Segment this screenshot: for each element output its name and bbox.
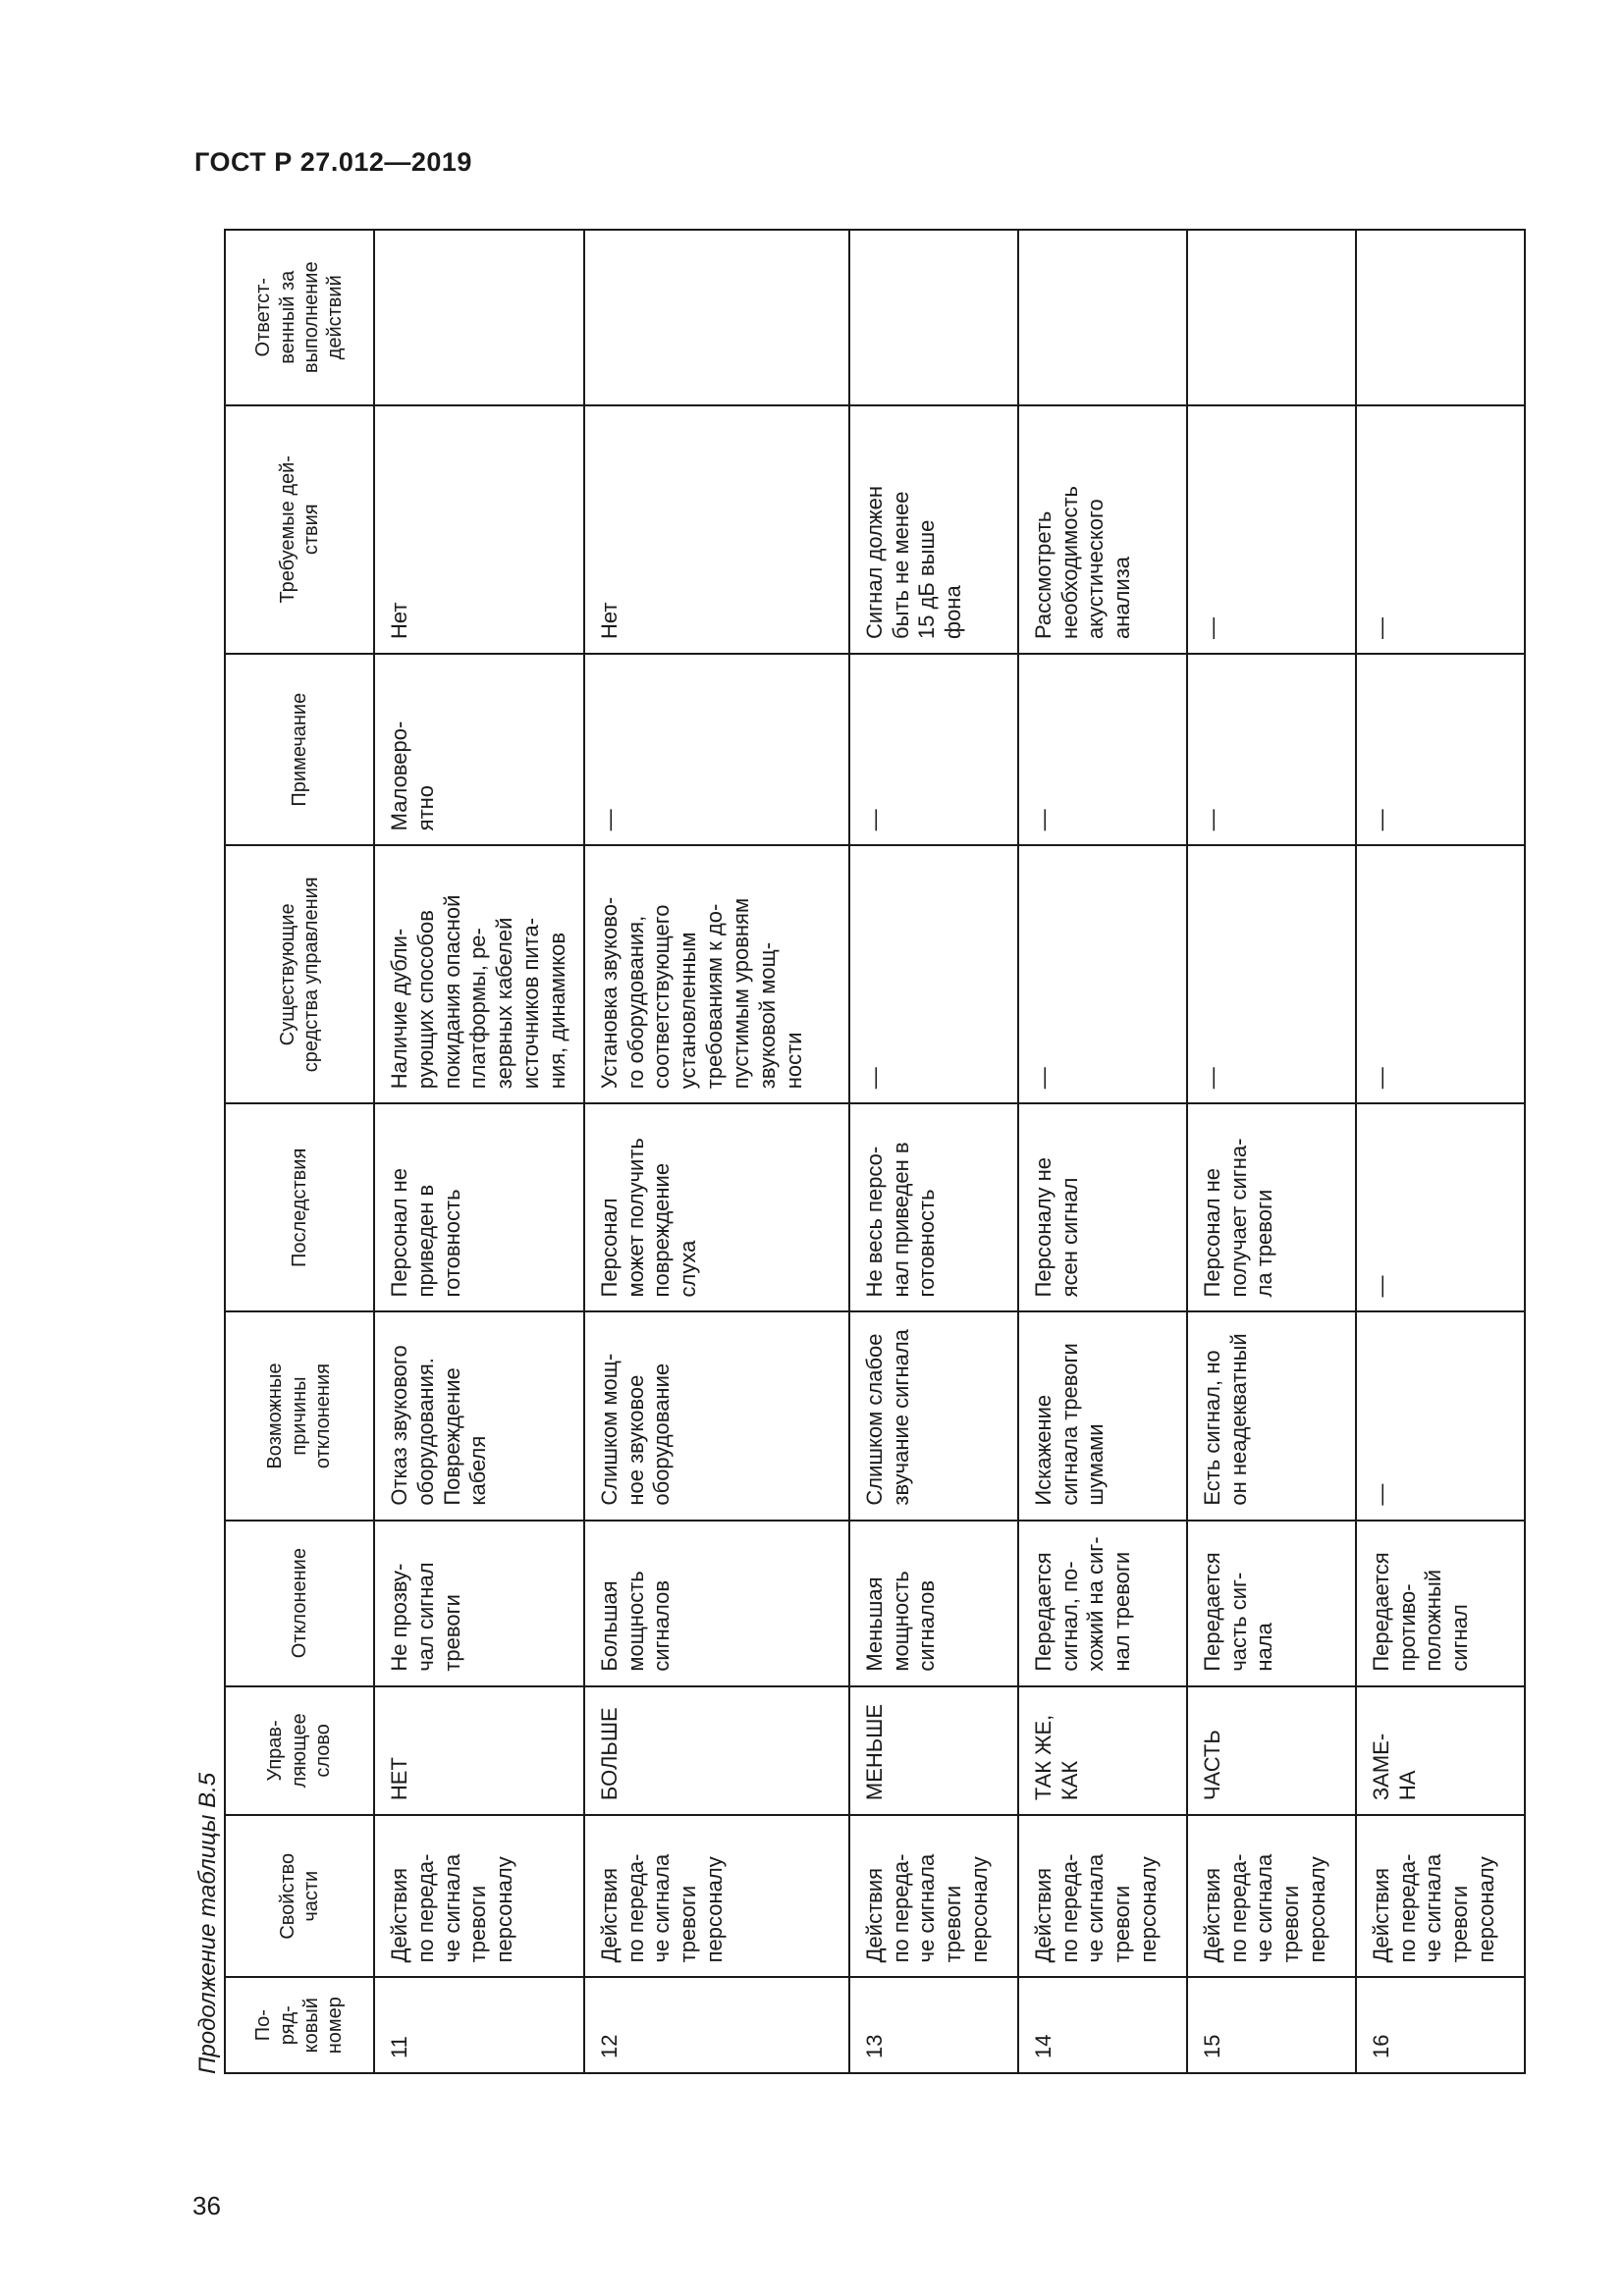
possible-causes-cell: Слишком слабое звучание сигнала xyxy=(849,1311,1018,1520)
required-actions-cell: Рассмотреть необходимость акустического анализа xyxy=(1018,405,1187,655)
deviation-cell: Меньшая мощность сигналов xyxy=(849,1521,1018,1686)
part-property-cell: Действия по переда- че сигнала тревоги персоналу xyxy=(1018,1815,1187,1977)
table-row xyxy=(1187,230,1356,2073)
possible-causes-cell: Есть сигнал, но он неадекватный xyxy=(1187,1311,1356,1520)
deviation-cell: Передается противо- положный сигнал xyxy=(1356,1521,1525,1686)
required-actions-cell: — xyxy=(1187,405,1356,655)
table-row xyxy=(584,230,849,2073)
existing-controls-cell: Установка звуково- го оборудования, соответствующего установленным требованиям к до- пустимым уровням звуковой мощ- ности xyxy=(584,845,849,1103)
part-property-cell: Действия по переда- че сигнала тревоги персоналу xyxy=(374,1815,584,1977)
guide-word-cell: ЧАСТЬ xyxy=(1187,1686,1356,1815)
note-cell: — xyxy=(1018,654,1187,845)
responsible-party-cell xyxy=(1018,230,1187,405)
row-number-cell: 16 xyxy=(1356,1977,1525,2073)
part-property-cell: Действия по переда- че сигнала тревоги персоналу xyxy=(1187,1815,1356,1977)
note-cell: Маловеро- ятно xyxy=(374,654,584,845)
column-header: Возможные причины отклонения xyxy=(225,1311,374,1520)
column-header: Требуемые дей- ствия xyxy=(225,405,374,655)
existing-controls-cell: — xyxy=(1356,845,1525,1103)
part-property-cell: Действия по переда- че сигнала тревоги персоналу xyxy=(584,1815,849,1977)
possible-causes-cell: Искажение сигнала тревоги шумами xyxy=(1018,1311,1187,1520)
existing-controls-cell: — xyxy=(1018,845,1187,1103)
row-number-cell: 11 xyxy=(374,1977,584,2073)
row-number-cell: 13 xyxy=(849,1977,1018,2073)
column-header: Управ- ляющее слово xyxy=(225,1686,374,1815)
responsible-party-cell xyxy=(584,230,849,405)
required-actions-cell: Сигнал должен быть не менее 15 дБ выше фона xyxy=(849,405,1018,655)
consequences-cell: Персонал не получает сигна- ла тревоги xyxy=(1187,1103,1356,1311)
row-number-cell: 14 xyxy=(1018,1977,1187,2073)
existing-controls-cell: — xyxy=(1187,845,1356,1103)
responsible-party-cell xyxy=(374,230,584,405)
note-cell: — xyxy=(1187,654,1356,845)
existing-controls-cell: — xyxy=(849,845,1018,1103)
row-number-cell: 15 xyxy=(1187,1977,1356,2073)
deviation-cell: Передается часть сиг- нала xyxy=(1187,1521,1356,1686)
note-cell: — xyxy=(584,654,849,845)
guide-word-cell: НЕТ xyxy=(374,1686,584,1815)
deviation-cell: Передается сигнал, по- хожий на сиг- нал тревоги xyxy=(1018,1521,1187,1686)
table-body xyxy=(374,230,1525,2073)
guide-word-cell: ТАК ЖЕ, КАК xyxy=(1018,1686,1187,1815)
column-header: Ответст- венный за выполнение действий xyxy=(225,230,374,405)
deviation-cell: Большая мощность сигналов xyxy=(584,1521,849,1686)
note-cell: — xyxy=(1356,654,1525,845)
page-number: 36 xyxy=(192,2191,221,2220)
rotated-table-container xyxy=(194,229,1512,2074)
row-number-cell: 12 xyxy=(584,1977,849,2073)
guide-word-cell: МЕНЬШЕ xyxy=(849,1686,1018,1815)
table-header-row xyxy=(225,230,374,2073)
possible-causes-cell: Слишком мощ- ное звуковое оборудование xyxy=(584,1311,849,1520)
consequences-cell: Персонал не приведен в готовность xyxy=(374,1103,584,1311)
part-property-cell: Действия по переда- че сигнала тревоги персоналу xyxy=(1356,1815,1525,1977)
table-row xyxy=(374,230,584,2073)
required-actions-cell: Нет xyxy=(374,405,584,655)
responsible-party-cell xyxy=(849,230,1018,405)
column-header: Последствия xyxy=(225,1103,374,1311)
column-header: Существующие средства управления xyxy=(225,845,374,1103)
required-actions-cell: — xyxy=(1356,405,1525,655)
column-header: Свойство части xyxy=(225,1815,374,1977)
part-property-cell: Действия по переда- че сигнала тревоги персоналу xyxy=(849,1815,1018,1977)
column-header: Примечание xyxy=(225,654,374,845)
consequences-cell: Персоналу не ясен сигнал xyxy=(1018,1103,1187,1311)
required-actions-cell: Нет xyxy=(584,405,849,655)
document-header: ГОСТ Р 27.012—2019 xyxy=(194,147,472,177)
responsible-party-cell xyxy=(1356,230,1525,405)
table-row xyxy=(1018,230,1187,2073)
possible-causes-cell: Отказ звукового оборудования. Повреждение кабеля xyxy=(374,1311,584,1520)
existing-controls-cell: Наличие дубли- рующих способов покидания опасной платформы, ре- зервных кабелей источников пита- ния, динамиков xyxy=(374,845,584,1103)
consequences-cell: — xyxy=(1356,1103,1525,1311)
hazop-table xyxy=(224,229,1526,2074)
table-row xyxy=(1356,230,1525,2073)
possible-causes-cell: — xyxy=(1356,1311,1525,1520)
guide-word-cell: ЗАМЕ- НА xyxy=(1356,1686,1525,1815)
table-row xyxy=(849,230,1018,2073)
guide-word-cell: БОЛЬШЕ xyxy=(584,1686,849,1815)
consequences-cell: Не весь персо- нал приведен в готовность xyxy=(849,1103,1018,1311)
consequences-cell: Персонал может получить повреждение слуха xyxy=(584,1103,849,1311)
column-header: По- ряд- ковый номер xyxy=(225,1977,374,2073)
deviation-cell: Не прозву- чал сигнал тревоги xyxy=(374,1521,584,1686)
note-cell: — xyxy=(849,654,1018,845)
column-header: Отклонение xyxy=(225,1521,374,1686)
table-caption: Продолжение таблицы В.5 xyxy=(194,1772,221,2074)
responsible-party-cell xyxy=(1187,230,1356,405)
